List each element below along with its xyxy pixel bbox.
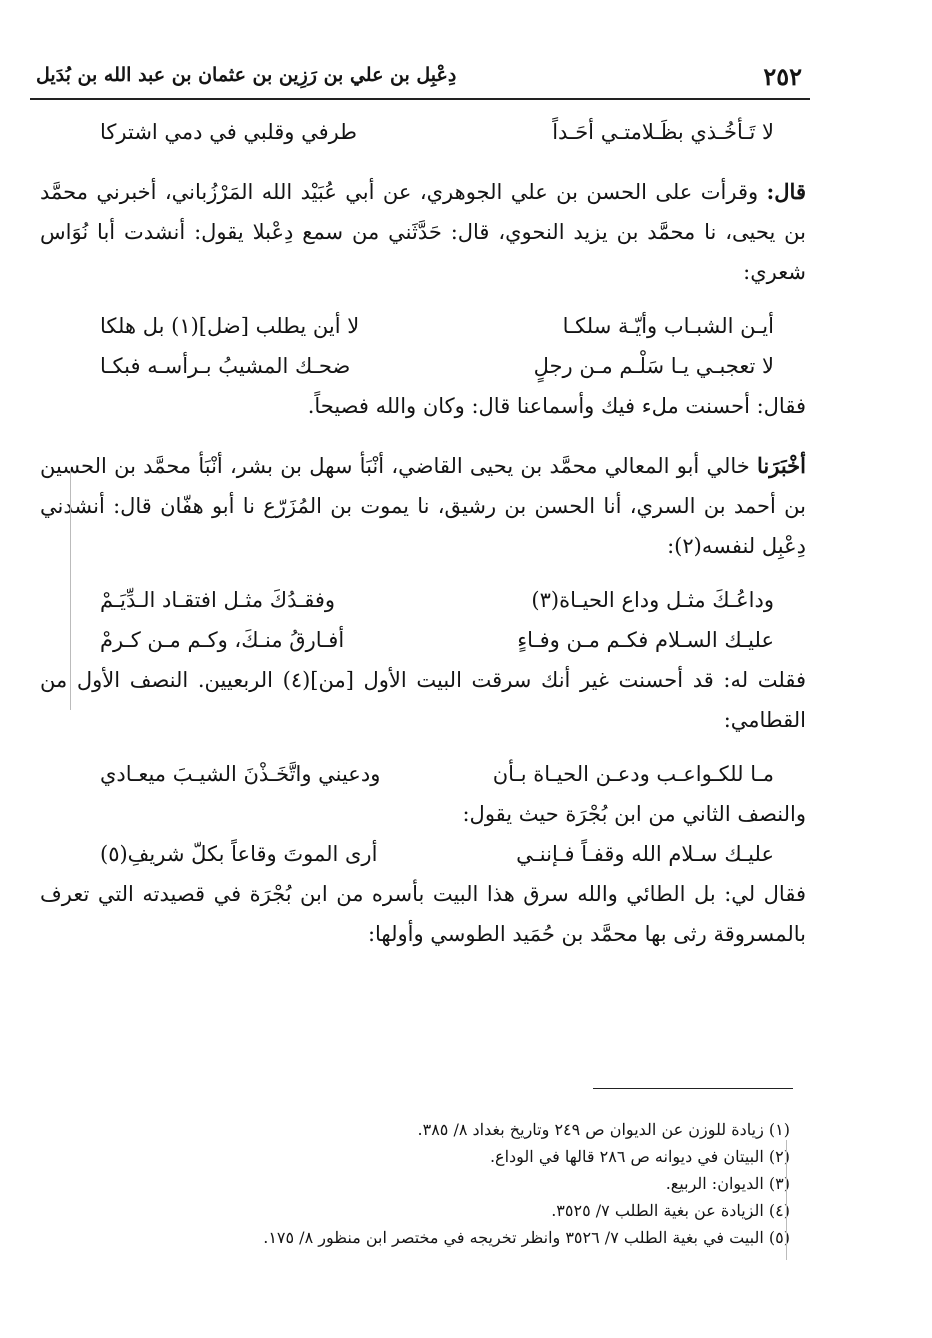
paragraph-lead: أخْبَرَنا <box>757 453 806 478</box>
verse-line <box>40 112 806 152</box>
verse-second-hemistich: أفـارقُ منـكَ، وكـم مـن كـرمْ <box>100 628 345 652</box>
footnote-1: (١) زيادة للوزن عن الديوان ص ٢٤٩ وتاريخ بغداد ٨/ ٣٨٥. <box>417 1120 790 1139</box>
verse-line <box>40 834 806 874</box>
paragraph-critique <box>40 660 806 740</box>
page-header <box>30 58 810 100</box>
page-number: ٢٥٢ <box>763 62 802 91</box>
verse-line <box>40 306 806 346</box>
paragraph-text: فقلت له: قد أحسنت غير أنك سرقت البيت الأول [من](٤) الربعيين. النصف الأول من القطامي: <box>40 668 806 732</box>
paragraph-comment <box>40 386 806 426</box>
verse-line <box>40 580 806 620</box>
running-title: دِعْبِل بن علي بن رَزِين بن عثمان بن عبد الله بن بُدَيل <box>36 64 457 86</box>
verse-first-hemistich: عليـك سـلام الله وقفـاً فـإننـي <box>516 842 774 866</box>
footnote-3: (٣) الديوان: الربيع. <box>665 1174 790 1193</box>
verse-first-hemistich: لا تعجبـي يـا سَلْـم مـن رجلٍ <box>533 354 774 378</box>
paragraph-narration <box>40 172 806 292</box>
paragraph-conclusion <box>40 874 806 954</box>
paragraph-text: خالي أبو المعالي محمَّد بن يحيى القاضي، أنْبَأ سهل بن بشر، أنْبَأ محمَّد بن الحسين بن أحمد بن السري، أنا الحسن بن رشيق، نا يموت بن المُزَرّع نا أبو هفّان قال: أنشدني دِعْبِل لنفسه(٢): <box>40 454 806 558</box>
verse-line <box>40 620 806 660</box>
verse-second-hemistich: أرى الموتَ وقاعاً بكلّ شريفِ(٥) <box>100 842 378 866</box>
margin-line <box>70 470 71 710</box>
paragraph-second-half <box>40 794 806 834</box>
verse-first-hemistich: لا تَـأخُـذي بظَـلامتـي أحَـداً <box>552 120 774 144</box>
verse-first-hemistich: عليـك السـلام فكـم مـن وفـاءٍ <box>517 628 774 652</box>
verse-second-hemistich: طرفي وقلبي في دمي اشتركا <box>100 120 357 144</box>
footnotes <box>180 1116 790 1251</box>
paragraph-isnad <box>40 446 806 566</box>
verse-line <box>40 346 806 386</box>
verse-first-hemistich: مـا للكـواعـب ودعـن الحيـاة بـأن <box>492 762 774 786</box>
margin-line <box>786 1140 787 1260</box>
footnote-separator <box>593 1088 793 1089</box>
footnote-5: (٥) البيت في بغية الطلب ٧/ ٣٥٢٦ وانظر تخريجه في مختصر ابن منظور ٨/ ١٧٥. <box>263 1228 790 1247</box>
verse-first-hemistich: أيـن الشبـاب وأيّـة سلكـا <box>562 314 774 338</box>
paragraph-text: والنصف الثاني من ابن بُجْرَة حيث يقول: <box>462 802 806 826</box>
paragraph-text: وقرأت على الحسن بن علي الجوهري، عن أبي عُبَيْد الله المَرْزُباني، أخبرني محمَّد بن يحيى، نا محمَّد بن يزيد النحوي، قال: حَدَّثَني من سمع دِعْبلا يقول: أنشدت أبا نُوَاس شعري: <box>40 180 806 284</box>
footnote-2: (٢) البيتان في ديوانه ص ٢٨٦ قالها في الوداع. <box>489 1147 790 1166</box>
verse-second-hemistich: ودعيني واتَّخَـذْنَ الشيـبَ ميعـادي <box>100 762 381 786</box>
paragraph-text: فقال: أحسنت ملء فيك وأسماعنا قال: وكان والله فصيحاً. <box>307 394 806 418</box>
paragraph-lead: قال: <box>766 179 806 204</box>
verse-first-hemistich: وداعُـكَ مثـل وداع الحيـاة(٣) <box>531 588 774 612</box>
verse-second-hemistich: لا أين يطلب [ضل](١) بل هلكا <box>100 314 360 338</box>
paragraph-text: فقال لي: بل الطائي والله سرق هذا البيت بأسره من ابن بُجْرَة في قصيدته التي تعرف بالمسروقة رثى بها محمَّد بن حُمَيد الطوسي وأولها: <box>40 882 806 946</box>
footnote-4: (٤) الزيادة عن بغية الطلب ٧/ ٣٥٢٥. <box>551 1201 790 1220</box>
verse-line <box>40 754 806 794</box>
verse-second-hemistich: ضحـك المشيبُ بـرأسـه فبكـا <box>100 354 351 378</box>
verse-second-hemistich: وفقـدُكَ مثـل افتقـاد الـدِّيَـمْ <box>100 588 336 612</box>
page-body <box>40 112 806 954</box>
